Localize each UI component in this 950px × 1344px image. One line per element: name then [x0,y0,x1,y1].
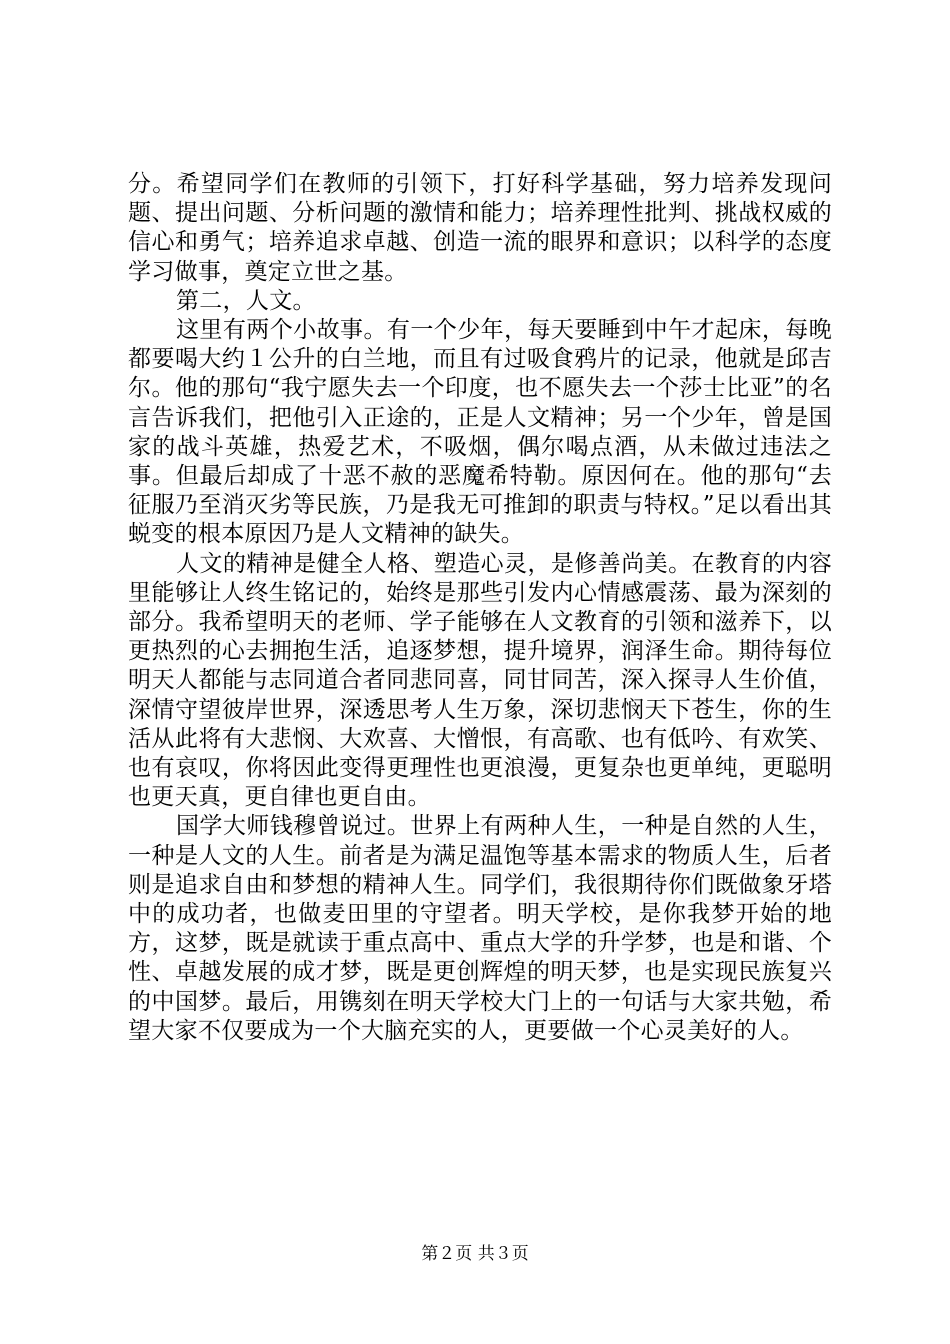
body-text [128,170,832,1046]
paragraph-2-heading: 第二，人文。 [176,287,316,314]
page-footer: 第２页 共３页 [421,1244,529,1264]
paragraph-1: 分。希望同学们在教师的引领下，打好科学基础，努力培养发现问题、提出问题、分析问题的激情和能力；培养理性批判、挑战权威的信心和勇气；培养追求卓越、创造一流的眼界和意识；以科学的态度学习做事，奠定立世之基。 [128,171,832,285]
paragraph-5: 国学大师钱穆曾说过。世界上有两种人生，一种是自然的人生，一种是人文的人生。前者是为满足温饱等基本需求的物质人生，后者则是追求自由和梦想的精神人生。同学们，我很期待你们既做象牙塔中的成功者，也做麦田里的守望者。明天学校，是你我梦开始的地方，这梦，既是就读于重点高中、重点大学的升学梦，也是和谐、个性、卓越发展的成才梦，既是更创辉煌的明天梦，也是实现民族复兴的中国梦。最后，用镌刻在明天学校大门上的一句话与大家共勉，希望大家不仅要成为一个大脑充实的人，更要做一个心灵美好的人。 [128,813,832,1044]
paragraph-4: 人文的精神是健全人格、塑造心灵，是修善尚美。在教育的内容里能够让人终生铭记的，始终是那些引发内心情感震荡、最为深刻的部分。我希望明天的老师、学子能够在人文教育的引领和滋养下，以更热烈的心去拥抱生活，追逐梦想，提升境界，润泽生命。期待每位明天人都能与志同道合者同悲同喜，同甘同苦，深入探寻人生价值，深情守望彼岸世界，深透思考人生万象，深切悲悯天下苍生，你的生活从此将有大悲悯、大欢喜、大憎恨，有高歌、也有低吟、有欢笑、也有哀叹，你将因此变得更理性也更浪漫，更复杂也更单纯，更聪明也更天真，更自律也更自由。 [128,550,832,811]
paragraph-3: 这里有两个小故事。有一个少年，每天要睡到中午才起床，每晚都要喝大约１公升的白兰地，而且有过吸食鸦片的记录，他就是邱吉尔。他的那句“我宁愿失去一个印度，也不愿失去一个莎士比亚”的名言告诉我们，把他引入正途的，正是人文精神；另一个少年，曾是国家的战斗英雄，热爱艺术，不吸烟，偶尔喝点酒，从未做过违法之事。但最后却成了十恶不赦的恶魔希特勒。原因何在。他的那句“去征服乃至消灭劣等民族，乃是我无可推卸的职责与特权。”足以看出其蜕变的根本原因乃是人文精神的缺失。 [128,317,832,548]
